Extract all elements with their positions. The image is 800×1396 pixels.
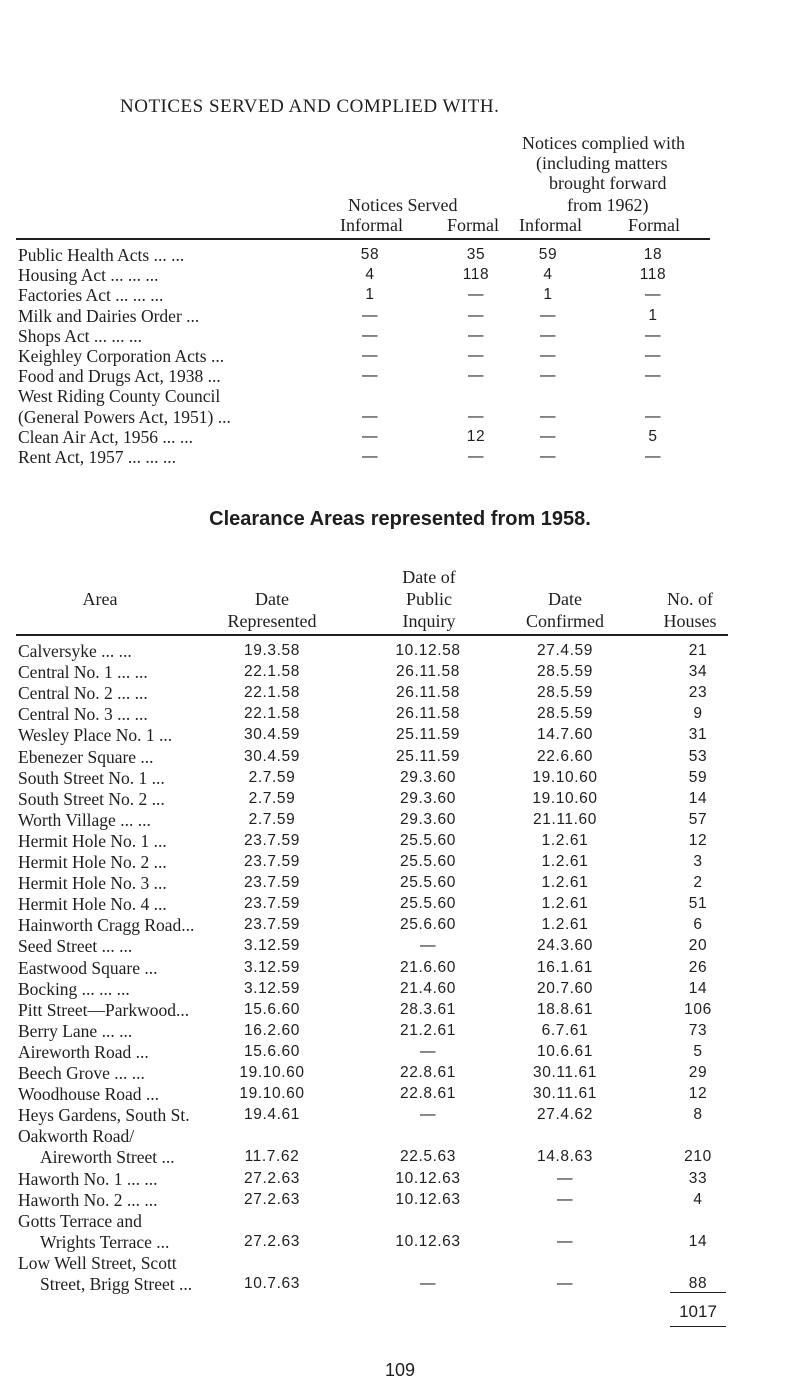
clearance-area-name: Heys Gardens, South St.	[18, 1105, 190, 1126]
clearance-area-name: South Street No. 1 ...	[18, 767, 165, 788]
clearance-row	[0, 1189, 800, 1211]
clearance-area-name: Hermit Hole No. 4 ...	[18, 894, 167, 915]
header-complied-line1: Notices complied with	[522, 133, 685, 153]
clearance-row	[0, 682, 800, 704]
clearance-heading: Clearance Areas represented from 1958.	[209, 508, 591, 530]
date-represented: 3.12.59	[244, 937, 300, 955]
clearance-row	[0, 999, 800, 1021]
col-header-confirmed-2: Confirmed	[526, 611, 604, 631]
houses-count: 4	[693, 1190, 703, 1208]
date-public-inquiry: 22.8.61	[400, 1085, 456, 1103]
notice-act-name: Public Health Acts ... ...	[18, 245, 185, 265]
date-confirmed: —	[556, 1169, 574, 1187]
notice-count: —	[539, 326, 557, 344]
notice-count: 35	[466, 246, 486, 263]
date-represented: 19.10.60	[239, 1085, 305, 1103]
houses-count: 21	[688, 642, 708, 659]
col-header-houses-1: No. of	[667, 589, 713, 609]
header-formal-complied: Formal	[628, 215, 680, 235]
notice-count: —	[361, 407, 379, 425]
notice-act-name: Milk and Dairies Order ...	[18, 305, 200, 326]
date-public-inquiry: 21.4.60	[400, 979, 456, 997]
notice-count: —	[467, 306, 485, 324]
clearance-row	[0, 830, 800, 852]
date-confirmed: 19.10.60	[532, 768, 598, 786]
houses-count: 5	[693, 1042, 703, 1060]
date-represented: 23.7.59	[244, 874, 300, 892]
date-confirmed: 14.7.60	[537, 726, 593, 744]
date-confirmed: 30.11.61	[533, 1085, 597, 1103]
date-represented: 22.1.58	[244, 705, 300, 723]
date-represented: 27.2.63	[244, 1232, 300, 1250]
date-public-inquiry: 21.2.61	[400, 1021, 456, 1039]
houses-count: 14	[688, 979, 708, 997]
houses-count: 26	[688, 958, 708, 976]
notice-count: —	[644, 367, 662, 385]
date-public-inquiry: 29.3.60	[400, 810, 456, 828]
header-formal-served: Formal	[447, 215, 499, 235]
date-public-inquiry: 25.11.59	[396, 747, 460, 765]
date-represented: 2.7.59	[248, 768, 296, 786]
date-public-inquiry: 29.3.60	[400, 789, 456, 807]
date-public-inquiry: —	[419, 1106, 437, 1124]
houses-count: 210	[684, 1148, 712, 1166]
notice-count: 18	[643, 246, 663, 263]
notice-count: —	[644, 347, 662, 364]
date-public-inquiry: —	[419, 937, 437, 955]
clearance-row	[0, 872, 800, 894]
col-header-inquiry-3: Inquiry	[402, 611, 456, 631]
date-confirmed: 1.2.61	[541, 874, 589, 892]
houses-count: 9	[693, 705, 703, 723]
total-rule-top	[670, 1292, 726, 1293]
clearance-row	[0, 851, 800, 873]
clearance-area-name: Low Well Street, Scott	[18, 1252, 177, 1273]
clearance-area-name: Hainworth Cragg Road...	[18, 915, 195, 936]
clearance-area-name: Haworth No. 2 ... ...	[18, 1189, 158, 1210]
clearance-row	[0, 1252, 800, 1274]
clearance-area-name: Central No. 2 ... ...	[18, 683, 148, 704]
notice-act-name: Food and Drugs Act, 1938 ...	[18, 366, 221, 387]
notice-count: —	[467, 347, 485, 364]
notice-count: 1	[365, 286, 375, 304]
notice-count: 1	[543, 286, 553, 304]
date-public-inquiry: 25.5.60	[400, 874, 456, 892]
clearance-area-name: Hermit Hole No. 1 ...	[18, 830, 167, 851]
clearance-row	[0, 746, 800, 768]
date-represented: 30.4.59	[244, 747, 300, 765]
clearance-area-name: Eastwood Square ...	[18, 957, 158, 978]
total-houses: 1017	[679, 1302, 717, 1321]
clearance-area-name: Aireworth Road ...	[18, 1041, 149, 1062]
clearance-row	[0, 1020, 800, 1042]
col-header-date-represented-1: Date	[255, 589, 289, 609]
date-confirmed: 22.6.60	[537, 747, 593, 765]
date-represented: 10.7.63	[244, 1275, 300, 1292]
houses-count: 34	[688, 663, 708, 681]
houses-count: 33	[688, 1169, 708, 1187]
col-header-date-represented-2: Represented	[227, 611, 317, 631]
date-public-inquiry: 22.5.63	[400, 1148, 456, 1166]
clearance-area-name: Berry Lane ... ...	[18, 1020, 133, 1041]
clearance-area-name: Hermit Hole No. 2 ...	[18, 852, 167, 872]
houses-count: 23	[688, 684, 708, 702]
date-represented: 19.10.60	[239, 1064, 305, 1081]
date-represented: 23.7.59	[244, 853, 300, 870]
notice-count: 5	[648, 427, 658, 445]
date-confirmed: 20.7.60	[537, 979, 593, 997]
date-public-inquiry: 25.11.59	[396, 726, 460, 744]
notice-count: —	[361, 448, 379, 465]
date-confirmed: 1.2.61	[541, 895, 589, 913]
date-represented: 23.7.59	[244, 895, 300, 913]
date-represented: 30.4.59	[244, 726, 300, 744]
date-public-inquiry: 25.6.60	[400, 916, 456, 934]
date-confirmed: —	[556, 1232, 574, 1250]
date-public-inquiry: —	[419, 1042, 437, 1060]
clearance-row	[0, 640, 800, 662]
notice-act-name: Keighley Corporation Acts ...	[18, 346, 225, 366]
notice-count: 58	[360, 246, 380, 263]
col-header-confirmed-1: Date	[548, 589, 582, 609]
notice-count: —	[539, 448, 557, 465]
notice-count: 118	[639, 266, 667, 284]
clearance-row	[0, 1125, 800, 1147]
clearance-area-name: Central No. 1 ... ...	[18, 662, 148, 683]
notices-row	[0, 406, 800, 428]
notices-row	[0, 385, 800, 407]
clearance-row	[0, 1231, 800, 1253]
notice-count: —	[644, 448, 662, 465]
clearance-area-name: Oakworth Road/	[18, 1126, 135, 1147]
notice-count: —	[644, 407, 662, 425]
col-header-inquiry-2: Public	[405, 589, 452, 609]
date-public-inquiry: 28.3.61	[400, 1000, 456, 1018]
col-header-houses-2: Houses	[663, 611, 717, 631]
houses-count: 14	[688, 1232, 708, 1250]
notice-act-name: West Riding County Council	[18, 386, 221, 407]
clearance-area-name: Worth Village ... ...	[18, 809, 151, 830]
clearance-row	[0, 661, 800, 683]
notice-act-name: Factories Act ... ... ...	[18, 285, 164, 306]
houses-count: 88	[688, 1275, 708, 1292]
houses-count: 59	[688, 768, 708, 786]
clearance-area-name: Beech Grove ... ...	[18, 1063, 145, 1083]
houses-count: 53	[688, 747, 708, 765]
notice-count: —	[467, 367, 485, 385]
date-represented: 2.7.59	[248, 810, 296, 828]
houses-count: 106	[684, 1000, 712, 1018]
clearance-row	[0, 1168, 800, 1190]
date-confirmed: 28.5.59	[537, 684, 593, 702]
clearance-row	[0, 1062, 800, 1084]
notice-count: —	[644, 326, 662, 344]
notice-count: —	[467, 286, 485, 304]
clearance-area-name: Woodhouse Road ...	[18, 1084, 160, 1105]
notice-count: —	[467, 407, 485, 425]
date-public-inquiry: 25.5.60	[400, 831, 456, 849]
clearance-row	[0, 935, 800, 957]
houses-count: 20	[688, 937, 708, 955]
date-confirmed: 27.4.59	[537, 642, 593, 659]
houses-count: 2	[693, 874, 703, 892]
notice-count: —	[361, 326, 379, 344]
clearance-area-name: Hermit Hole No. 3 ...	[18, 873, 167, 894]
clearance-area-name: Bocking ... ... ...	[18, 978, 130, 999]
page-title: NOTICES SERVED AND COMPLIED WITH.	[120, 96, 500, 117]
total-rule-bottom	[670, 1326, 726, 1327]
notices-row	[0, 446, 800, 468]
date-public-inquiry: 10.12.58	[395, 642, 461, 659]
clearance-row	[0, 978, 800, 1000]
houses-count: 57	[688, 810, 708, 828]
clearance-area-name: Aireworth Street ...	[40, 1147, 175, 1168]
date-confirmed: 30.11.61	[533, 1064, 597, 1081]
date-represented: 27.2.63	[244, 1190, 300, 1208]
date-represented: 19.4.61	[244, 1106, 300, 1124]
notice-count: —	[361, 367, 379, 385]
notice-count: —	[361, 306, 379, 324]
date-confirmed: 6.7.61	[541, 1021, 589, 1039]
notices-row	[0, 325, 800, 347]
houses-count: 73	[688, 1021, 708, 1039]
clearance-row	[0, 893, 800, 915]
clearance-area-name: Street, Brigg Street ...	[40, 1274, 193, 1294]
clearance-row	[0, 724, 800, 746]
date-confirmed: 1.2.61	[541, 853, 589, 870]
clearance-row	[0, 914, 800, 936]
date-confirmed: 21.11.60	[533, 810, 597, 828]
date-represented: 27.2.63	[244, 1169, 300, 1187]
notice-count: —	[539, 407, 557, 425]
notice-count: —	[467, 448, 485, 465]
notice-count: —	[539, 347, 557, 364]
notice-count: 118	[462, 266, 490, 284]
header-notices-served: Notices Served	[348, 195, 458, 215]
header-informal-complied: Informal	[519, 215, 582, 235]
clearance-row	[0, 1104, 800, 1126]
houses-count: 14	[688, 789, 708, 807]
date-confirmed: 1.2.61	[541, 916, 589, 934]
houses-count: 12	[688, 831, 708, 849]
clearance-row	[0, 703, 800, 725]
date-public-inquiry: 26.11.58	[396, 663, 460, 681]
header-informal-served: Informal	[340, 215, 403, 235]
notice-count: 4	[543, 266, 553, 284]
clearance-row	[0, 957, 800, 979]
clearance-row	[0, 1146, 800, 1168]
date-public-inquiry: —	[419, 1275, 437, 1292]
date-represented: 23.7.59	[244, 831, 300, 849]
notice-count: 12	[466, 427, 486, 445]
date-confirmed: 16.1.61	[537, 958, 593, 976]
date-public-inquiry: 10.12.63	[395, 1190, 461, 1208]
notices-header-rule	[16, 238, 710, 240]
houses-count: 29	[688, 1064, 708, 1081]
header-complied-line2: (including matters	[536, 153, 668, 173]
col-header-area: Area	[82, 589, 118, 609]
date-represented: 22.1.58	[244, 663, 300, 681]
date-represented: 15.6.60	[244, 1042, 300, 1060]
houses-count: 3	[693, 853, 703, 870]
date-confirmed: 28.5.59	[537, 705, 593, 723]
date-confirmed: —	[556, 1275, 574, 1292]
date-confirmed: 18.8.61	[537, 1000, 593, 1018]
notice-act-name: (General Powers Act, 1951) ...	[18, 406, 231, 427]
date-public-inquiry: 22.8.61	[400, 1064, 456, 1081]
houses-count: 51	[688, 895, 708, 913]
date-confirmed: 19.10.60	[532, 789, 598, 807]
date-represented: 3.12.59	[244, 979, 300, 997]
houses-count: 6	[693, 916, 703, 934]
notice-count: —	[539, 367, 557, 385]
notice-count: —	[361, 427, 379, 445]
notice-count: —	[467, 326, 485, 344]
clearance-area-name: South Street No. 2 ...	[18, 788, 165, 809]
date-confirmed: 27.4.62	[537, 1106, 593, 1124]
notices-row	[0, 305, 800, 327]
clearance-area-name: Central No. 3 ... ...	[18, 704, 148, 725]
date-confirmed: 10.6.61	[537, 1042, 593, 1060]
clearance-row	[0, 809, 800, 831]
date-public-inquiry: 10.12.63	[395, 1232, 461, 1250]
notices-row	[0, 264, 800, 286]
date-public-inquiry: 21.6.60	[400, 958, 456, 976]
page-number: 109	[384, 1360, 416, 1380]
clearance-area-name: Wesley Place No. 1 ...	[18, 725, 173, 746]
notice-count: —	[361, 347, 379, 364]
notices-row	[0, 426, 800, 448]
date-confirmed: 1.2.61	[541, 831, 589, 849]
clearance-area-name: Calversyke ... ...	[18, 641, 132, 661]
notice-count: —	[539, 427, 557, 445]
clearance-area-name: Ebenezer Square ...	[18, 746, 154, 767]
notice-act-name: Shops Act ... ... ...	[18, 325, 142, 346]
clearance-row	[0, 1041, 800, 1063]
notice-act-name: Rent Act, 1957 ... ... ...	[18, 447, 176, 467]
clearance-row	[0, 1083, 800, 1105]
date-represented: 22.1.58	[244, 684, 300, 702]
date-represented: 19.3.58	[244, 642, 300, 659]
date-represented: 3.12.59	[244, 958, 300, 976]
notice-count: 1	[648, 306, 658, 324]
date-represented: 2.7.59	[248, 789, 296, 807]
date-confirmed: 28.5.59	[537, 663, 593, 681]
clearance-area-name: Pitt Street—Parkwood...	[18, 999, 190, 1020]
notice-count: 59	[538, 246, 558, 263]
notices-row	[0, 345, 800, 367]
notices-row	[0, 284, 800, 306]
date-confirmed: 14.8.63	[537, 1148, 593, 1166]
notices-row	[0, 244, 800, 266]
date-public-inquiry: 26.11.58	[396, 684, 460, 702]
header-complied-line4: from 1962)	[567, 195, 649, 215]
date-public-inquiry: 25.5.60	[400, 853, 456, 870]
col-header-inquiry-1: Date of	[402, 567, 456, 587]
date-confirmed: 24.3.60	[537, 937, 593, 955]
houses-count: 31	[688, 726, 708, 744]
date-public-inquiry: 10.12.63	[395, 1169, 461, 1187]
clearance-row	[0, 788, 800, 810]
clearance-area-name: Seed Street ... ...	[18, 936, 133, 957]
notice-count: —	[644, 286, 662, 304]
houses-count: 8	[693, 1106, 703, 1124]
clearance-area-name: Haworth No. 1 ... ...	[18, 1168, 158, 1189]
date-represented: 11.7.62	[244, 1148, 300, 1166]
clearance-row	[0, 1210, 800, 1232]
notice-act-name: Housing Act ... ... ...	[18, 265, 159, 286]
notices-row	[0, 365, 800, 387]
clearance-area-name: Gotts Terrace and	[18, 1210, 142, 1231]
date-public-inquiry: 29.3.60	[400, 768, 456, 786]
houses-count: 12	[688, 1085, 708, 1103]
date-represented: 15.6.60	[244, 1000, 300, 1018]
notice-count: —	[539, 306, 557, 324]
notice-act-name: Clean Air Act, 1956 ... ...	[18, 426, 193, 447]
date-represented: 16.2.60	[244, 1021, 300, 1039]
clearance-row	[0, 767, 800, 789]
clearance-area-name: Wrights Terrace ...	[40, 1231, 170, 1252]
date-public-inquiry: 25.5.60	[400, 895, 456, 913]
notice-count: 4	[365, 266, 375, 284]
header-complied-line3: brought forward	[549, 173, 667, 193]
date-public-inquiry: 26.11.58	[396, 705, 460, 723]
clearance-header-rule	[16, 634, 728, 636]
date-represented: 23.7.59	[244, 916, 300, 934]
date-confirmed: —	[556, 1190, 574, 1208]
